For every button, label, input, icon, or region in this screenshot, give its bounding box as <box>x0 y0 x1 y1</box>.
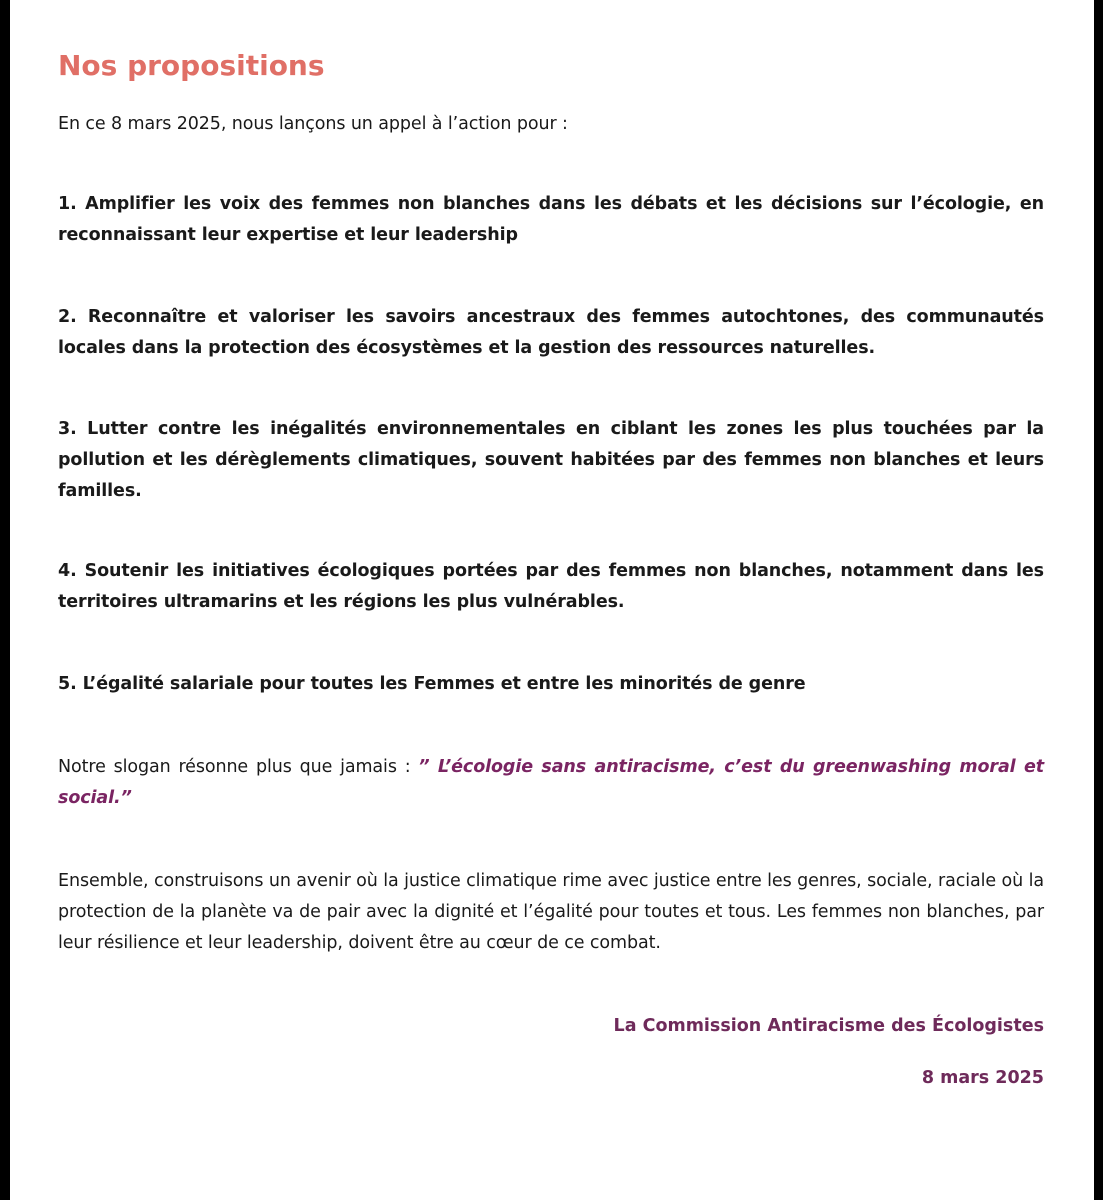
proposal-item-3: 3. Lutter contre les inégalités environnementales en ciblant les zones les plus touchées par la pollution et les dérèglements climatiques, souvent habitées par des femmes non blanches et leurs familles. <box>58 419 1044 501</box>
signature: La Commission Antiracisme des Écologistes <box>613 1016 1044 1036</box>
document-page <box>10 0 1094 1200</box>
section-title: Nos propositions <box>58 49 325 82</box>
proposal-item-5: 5. L’égalité salariale pour toutes les Femmes et entre les minorités de genre <box>58 674 806 694</box>
slogan-intro: Notre slogan résonne plus que jamais : <box>58 757 419 777</box>
signature-date: 8 mars 2025 <box>921 1068 1044 1088</box>
intro-paragraph: En ce 8 mars 2025, nous lançons un appel à l’action pour : <box>58 114 568 134</box>
slogan-paragraph <box>58 752 1044 814</box>
proposal-item-1: 1. Amplifier les voix des femmes non blanches dans les débats et les décisions sur l’écologie, en reconnaissant leur expertise et leur leadership <box>58 194 1044 245</box>
proposal-item-4: 4. Soutenir les initiatives écologiques portées par des femmes non blanches, notamment dans les territoires ultramarins et les régions les plus vulnérables. <box>58 561 1044 612</box>
closing-paragraph: Ensemble, construisons un avenir où la justice climatique rime avec justice entre les genres, sociale, raciale où la protection de la planète va de pair avec la dignité et l’égalité pour toutes et tous. Les femmes non blanches, par leur résilience et leur leadership, doivent être au cœur de ce combat. <box>58 871 1044 953</box>
slogan-quote: ” L’écologie sans antiracisme, c’est du greenwashing moral et social.” <box>58 757 1044 808</box>
proposal-item-2: 2. Reconnaître et valoriser les savoirs ancestraux des femmes autochtones, des communautés locales dans la protection des écosystèmes et la gestion des ressources naturelles. <box>58 307 1044 358</box>
